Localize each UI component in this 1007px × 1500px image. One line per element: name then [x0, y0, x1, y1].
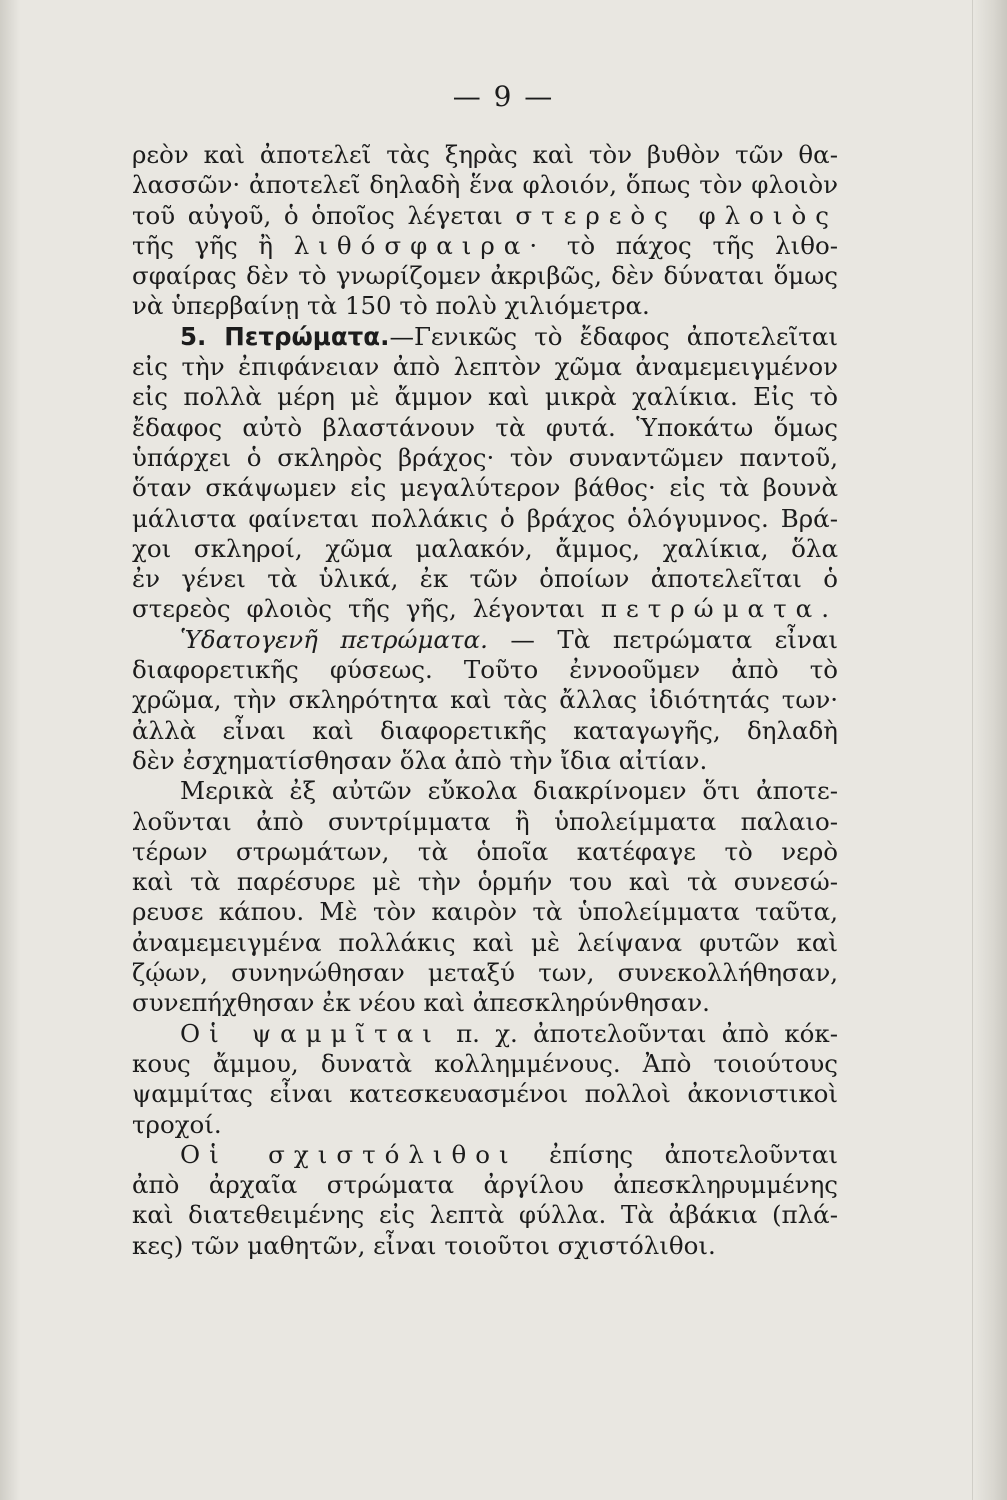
- page-number: — 9 —: [452, 80, 555, 113]
- text-line: κες) τῶν μαθητῶν, εἶναι τοιοῦτοι σχιστόλιθοι.: [132, 1230, 716, 1260]
- text-line: ἀπὸ ἀρχαῖα στρώματα ἀργίλου ἀπεσκληρυμμένης: [132, 1170, 838, 1200]
- text-line: [132, 1019, 838, 1049]
- text-line: διαφορετικῆς φύσεως. Τοῦτο ἐννοοῦμεν ἀπὸ τὸ: [132, 655, 838, 685]
- text-line: [132, 1140, 838, 1170]
- text-line: χρῶμα, τὴν σκληρότητα καὶ τὰς ἄλλας ἰδιότητάς των·: [132, 685, 838, 715]
- text-line: τέρων στρωμάτων, τὰ ὁποῖα κατέφαγε τὸ νερὸ: [132, 836, 838, 866]
- body-text: [132, 140, 838, 1261]
- text-line: ρεὸν καὶ ἀποτελεῖ τὰς ξηρὰς καὶ τὸν βυθὸν τῶν θα-: [132, 140, 838, 169]
- section-heading: 5. Πετρώματα.: [180, 321, 390, 351]
- text-fragment: — Τὰ πετρώματα εἶναι: [510, 624, 838, 654]
- spaced-term: Οἱ ψαμμῖται: [180, 1018, 441, 1048]
- text-line: [132, 594, 838, 624]
- spaced-term: Οἱ σχιστόλιθοι: [180, 1139, 518, 1169]
- text-fragment: τὸ πάχος τῆς λιθο-: [566, 230, 838, 260]
- spaced-term: λιθόσφαιρα·: [293, 230, 547, 260]
- text-line: ἔδαφος αὐτὸ βλαστάνουν τὰ φυτά. Ὑποκάτω ὅμως: [132, 412, 838, 442]
- text-line: καὶ τὰ παρέσυρε μὲ τὴν ὁρμήν του καὶ τὰ συνεσώ-: [132, 867, 838, 897]
- text-line: ψαμμίτας εἶναι κατεσκευασμένοι πολλοὶ ἀκονιστικοὶ: [132, 1079, 838, 1109]
- text-fragment: ἐπίσης ἀποτελοῦνται: [549, 1139, 838, 1169]
- text-line: εἰς πολλὰ μέρη μὲ ἄμμον καὶ μικρὰ χαλίκια. Εἰς τὸ: [132, 382, 838, 412]
- text-line: λοῦνται ἀπὸ συντρίμματα ἢ ὑπολείμματα παλαιο-: [132, 806, 838, 836]
- text-line: εἰς τὴν ἐπιφάνειαν ἀπὸ λεπτὸν χῶμα ἀναμεμειγμένον: [132, 352, 838, 382]
- text-line: νὰ ὑπερβαίνῃ τὰ 150 τὸ πολὺ χιλιόμετρα.: [132, 291, 650, 321]
- spaced-term: πετρώματα.: [600, 594, 838, 624]
- text-line: σφαίρας δὲν τὸ γνωρίζομεν ἀκριβῶς, δὲν δύναται ὅμως: [132, 261, 838, 291]
- text-fragment: π. χ. ἀποτελοῦνται ἀπὸ κόκ-: [456, 1018, 838, 1048]
- text-line: [132, 322, 838, 352]
- text-line: ἀλλὰ εἶναι καὶ διαφορετικῆς καταγωγῆς, δηλαδὴ: [132, 715, 838, 745]
- text-line: ζῴων, συνηνώθησαν μεταξύ των, συνεκολλήθησαν,: [132, 958, 838, 988]
- text-line: ὑπάρχει ὁ σκληρὸς βράχος· τὸν συναντῶμεν παντοῦ,: [132, 442, 838, 472]
- text-line: λασσῶν· ἀποτελεῖ δηλαδὴ ἕνα φλοιόν, ὅπως τὸν φλοιὸν: [132, 170, 838, 200]
- text-line: ὅταν σκάψωμεν εἰς μεγαλύτερον βάθος· εἰς τὰ βουνὰ: [132, 473, 838, 503]
- text-fragment: —Γενικῶς τὸ ἔδαφος ἀποτελεῖται: [389, 321, 838, 351]
- page-right-fold: [972, 0, 1007, 1500]
- text-line: Μερικὰ ἐξ αὐτῶν εὔκολα διακρίνομεν ὅτι ἀποτε-: [180, 776, 838, 806]
- text-line: [132, 231, 838, 261]
- text-line: ρευσε κάπου. Μὲ τὸν καιρὸν τὰ ὑπολείμματα ταῦτα,: [132, 897, 838, 927]
- text-line: μάλιστα φαίνεται πολλάκις ὁ βράχος ὁλόγυμνος. Βρά-: [132, 503, 838, 533]
- text-line: χοι σκληροί, χῶμα μαλακόν, ἄμμος, χαλίκια, ὅλα: [132, 533, 838, 563]
- text-fragment: τοῦ αὐγοῦ, ὁ ὁποῖος λέγεται: [132, 200, 503, 230]
- text-line: [132, 625, 838, 655]
- text-fragment: στερεὸς φλοιὸς τῆς γῆς, λέγονται: [132, 594, 585, 624]
- text-line: τροχοί.: [132, 1109, 222, 1139]
- page-left-edge: [0, 0, 20, 1500]
- text-line: ἐν γένει τὰ ὑλικά, ἐκ τῶν ὁποίων ἀποτελεῖται ὁ: [132, 564, 838, 594]
- text-fragment: τῆς γῆς ἢ: [132, 230, 274, 260]
- text-line: κους ἄμμου, δυνατὰ κολλημμένους. Ἀπὸ τοιούτους: [132, 1048, 838, 1078]
- italic-heading: Ὑδατογενῆ πετρώματα.: [180, 624, 488, 654]
- spaced-term: στερεὸς φλοιὸς: [515, 200, 838, 230]
- text-line: ἀναμεμειγμένα πολλάκις καὶ μὲ λείψανα φυτῶν καὶ: [132, 927, 838, 957]
- text-line: καὶ διατεθειμένης εἰς λεπτὰ φύλλα. Τὰ ἀβάκια (πλά-: [132, 1200, 838, 1230]
- text-line: δὲν ἐσχηματίσθησαν ὅλα ἀπὸ τὴν ἴδια αἰτίαν.: [132, 745, 708, 775]
- text-line: συνεπήχθησαν ἐκ νέου καὶ ἀπεσκληρύνθησαν.: [132, 988, 710, 1018]
- text-line: [132, 201, 838, 231]
